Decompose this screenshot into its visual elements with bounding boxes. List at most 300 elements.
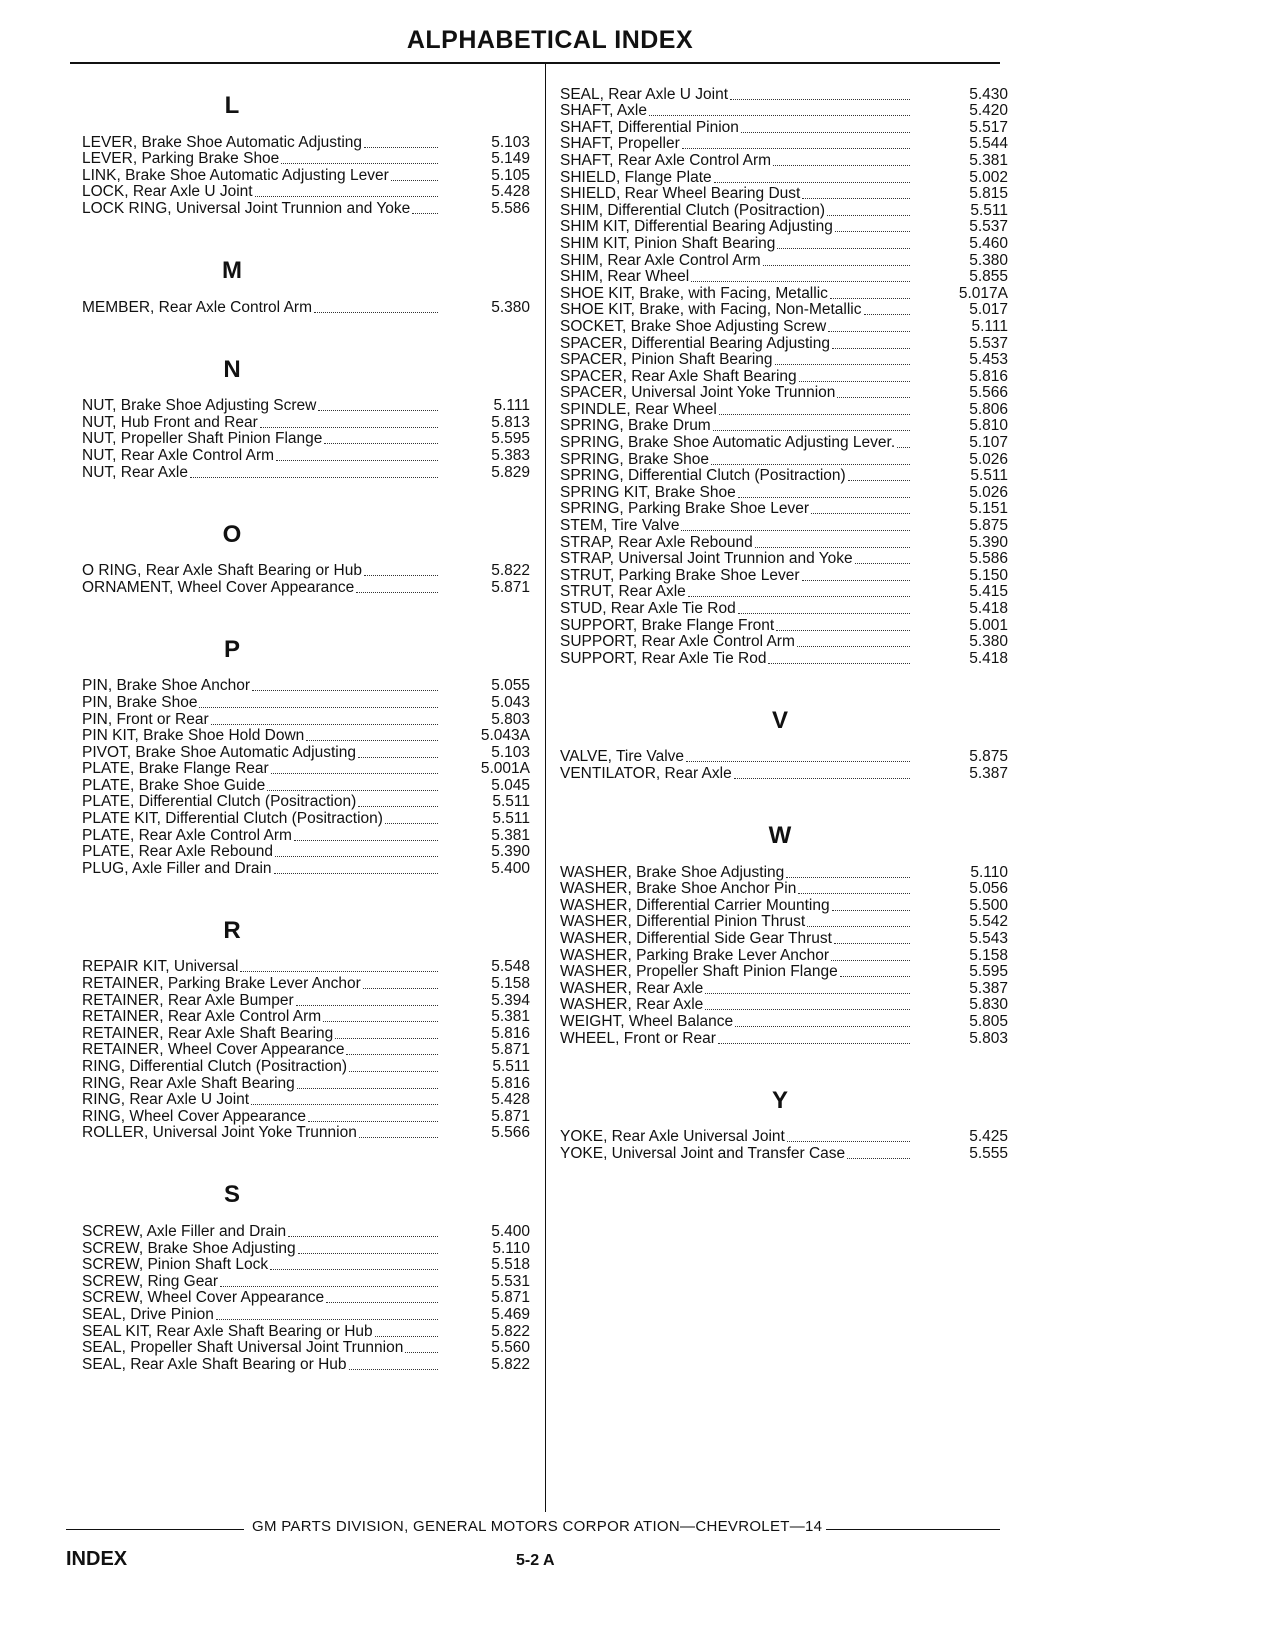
- dot-leader: [308, 1121, 438, 1122]
- entry-code: 5.542: [969, 913, 1008, 931]
- dot-leader: [802, 580, 911, 581]
- dot-leader: [797, 646, 910, 647]
- dot-leader: [787, 1141, 910, 1142]
- entry-name: STRAP, Universal Joint Trunnion and Yoke: [560, 551, 853, 568]
- entry-name: RETAINER, Wheel Cover Appearance: [82, 1042, 345, 1059]
- dot-leader: [335, 1038, 438, 1039]
- dot-leader: [738, 497, 910, 498]
- dot-leader: [864, 314, 911, 315]
- entry-name: SPRING, Brake Shoe: [560, 451, 710, 468]
- index-entry: [560, 468, 1016, 485]
- entry-name: PIN, Brake Shoe Anchor: [82, 678, 251, 695]
- entry-name: SPRING KIT, Brake Shoe: [560, 484, 736, 501]
- entry-name: LINK, Brake Shoe Automatic Adjusting Lever: [82, 167, 389, 184]
- entry-name: SCREW, Brake Shoe Adjusting: [82, 1240, 296, 1257]
- index-entry: [560, 501, 1016, 518]
- dot-leader: [323, 1021, 438, 1022]
- entry-code: 5.150: [969, 566, 1008, 584]
- dot-leader: [271, 773, 438, 774]
- entry-name: RING, Rear Axle Shaft Bearing: [82, 1075, 295, 1092]
- entry-name: WASHER, Differential Pinion Thrust: [560, 914, 806, 931]
- entry-code: 5.381: [969, 151, 1008, 169]
- index-entry: [82, 1306, 538, 1323]
- dot-leader: [827, 215, 910, 216]
- index-entry: [560, 451, 1016, 468]
- entry-code: 5.816: [969, 367, 1008, 385]
- entry-name: SUPPORT, Brake Flange Front: [560, 617, 775, 634]
- entry-code: 5.002: [969, 168, 1008, 186]
- entry-code: 5.544: [969, 135, 1008, 153]
- index-entry: [82, 1323, 538, 1340]
- section-letter: N: [223, 355, 241, 383]
- entry-code: 5.595: [491, 430, 530, 448]
- index-entry: [82, 1108, 538, 1125]
- index-entry: [560, 864, 1016, 881]
- page-title: ALPHABETICAL INDEX: [406, 26, 694, 54]
- index-entry: [560, 930, 1016, 947]
- entry-name: SEAL, Rear Axle U Joint: [560, 86, 728, 103]
- entry-name: WASHER, Parking Brake Lever Anchor: [560, 947, 830, 964]
- entry-name: SEAL, Propeller Shaft Universal Joint Trunnion: [82, 1340, 404, 1357]
- dot-leader: [741, 132, 910, 133]
- index-entry: [560, 567, 1016, 584]
- index-entry: [82, 1025, 538, 1042]
- entry-code: 5.420: [969, 102, 1008, 120]
- entry-code: 5.586: [491, 199, 530, 217]
- entry-name: WHEEL, Front or Rear: [560, 1030, 716, 1047]
- index-entry: [560, 103, 1016, 120]
- entry-code: 5.871: [491, 1041, 530, 1059]
- index-entry: [560, 1013, 1016, 1030]
- index-entry: [560, 484, 1016, 501]
- dot-leader: [274, 873, 438, 874]
- dot-leader: [190, 477, 438, 478]
- index-entry: [560, 401, 1016, 418]
- entry-code: 5.803: [969, 1029, 1008, 1047]
- entry-name: WASHER, Brake Shoe Anchor Pin: [560, 881, 797, 898]
- entry-code: 5.871: [491, 1107, 530, 1125]
- index-entry: [82, 151, 538, 168]
- dot-leader: [276, 460, 438, 461]
- entry-name: SPINDLE, Rear Wheel: [560, 401, 717, 418]
- index-entry: [82, 184, 538, 201]
- entry-code: 5.110: [970, 863, 1008, 881]
- dot-leader: [786, 877, 910, 878]
- dot-leader: [324, 443, 438, 444]
- entry-code: 5.816: [491, 1074, 530, 1092]
- index-entry: [560, 517, 1016, 534]
- dot-leader: [714, 182, 910, 183]
- dot-leader: [775, 364, 910, 365]
- index-entry: [560, 418, 1016, 435]
- dot-leader: [240, 971, 438, 972]
- entry-code: 5.043A: [480, 727, 530, 745]
- index-entry: [82, 678, 538, 695]
- index-entry: [82, 694, 538, 711]
- entry-code: 5.415: [969, 583, 1008, 601]
- index-entry: [560, 964, 1016, 981]
- index-entry: [560, 285, 1016, 302]
- index-entry: [560, 186, 1016, 203]
- index-entry: [560, 86, 1016, 103]
- entry-code: 5.469: [491, 1305, 530, 1323]
- entry-name: SHAFT, Rear Axle Control Arm: [560, 152, 772, 169]
- footer-rule-right: [826, 1529, 1000, 1530]
- footer-publisher: GM PARTS DIVISION, GENERAL MOTORS CORPOR ATION—CHEVROLET—14: [252, 1518, 823, 1535]
- index-entry: [82, 1075, 538, 1092]
- entry-code: 5.822: [491, 1322, 530, 1340]
- entry-code: 5.815: [969, 185, 1008, 203]
- section-letter: L: [224, 92, 240, 119]
- entry-name: WASHER, Brake Shoe Adjusting: [560, 864, 785, 881]
- section-letter: M: [222, 256, 242, 284]
- entry-name: PLATE KIT, Differential Clutch (Positraction): [82, 811, 383, 828]
- entry-name: SHIELD, Rear Wheel Bearing Dust: [560, 186, 801, 203]
- entry-name: SUPPORT, Rear Axle Control Arm: [560, 634, 795, 651]
- index-entry: [82, 431, 538, 448]
- entry-name: STRUT, Rear Axle: [560, 584, 686, 601]
- dot-leader: [832, 348, 910, 349]
- entry-name: RETAINER, Parking Brake Lever Anchor: [82, 976, 361, 993]
- dot-leader: [267, 790, 438, 791]
- entry-name: VENTILATOR, Rear Axle: [560, 765, 732, 782]
- entry-code: 5.107: [969, 434, 1008, 452]
- entry-code: 5.511: [492, 1058, 530, 1075]
- entry-name: STUD, Rear Axle Tie Rod: [560, 601, 736, 617]
- entry-name: YOKE, Rear Axle Universal Joint: [560, 1129, 785, 1146]
- entry-name: PLATE, Rear Axle Rebound: [82, 844, 273, 861]
- entry-name: SHIM KIT, Pinion Shaft Bearing: [560, 235, 776, 252]
- entry-name: SPACER, Universal Joint Yoke Trunnion: [560, 385, 836, 402]
- entry-name: SHIELD, Flange Plate: [560, 169, 712, 186]
- index-entry: [560, 634, 1016, 651]
- entry-name: SPRING, Parking Brake Shoe Lever: [560, 501, 809, 518]
- entry-code: 5.453: [969, 351, 1008, 369]
- entry-code: 5.518: [491, 1256, 530, 1274]
- entry-name: SHIM, Rear Axle Control Arm: [560, 252, 761, 269]
- dot-leader: [713, 430, 910, 431]
- index-entry: [82, 1257, 538, 1274]
- entry-code: 5.517: [969, 118, 1008, 136]
- entry-name: SHIM, Differential Clutch (Positraction): [560, 202, 826, 219]
- entry-name: RETAINER, Rear Axle Shaft Bearing: [82, 1025, 334, 1042]
- page-number: 5-2 A: [516, 1552, 555, 1569]
- index-entry: [560, 368, 1016, 385]
- entry-code: 5.566: [969, 384, 1008, 402]
- entry-code: 5.001: [969, 616, 1008, 634]
- entry-name: WASHER, Rear Axle: [560, 997, 704, 1014]
- entry-name: SHAFT, Differential Pinion: [560, 119, 739, 136]
- index-entry: [560, 617, 1016, 634]
- index-entry: [560, 1129, 1016, 1146]
- entry-code: 5.430: [969, 85, 1008, 103]
- index-entry: [560, 980, 1016, 997]
- section-letter: P: [223, 635, 240, 663]
- entry-code: 5.830: [969, 996, 1008, 1014]
- entry-name: LEVER, Parking Brake Shoe: [82, 151, 280, 168]
- dot-leader: [391, 180, 438, 181]
- dot-leader: [837, 397, 910, 398]
- entry-code: 5.390: [969, 533, 1008, 551]
- index-entry: [82, 134, 538, 151]
- index-entry: [560, 765, 1016, 782]
- section-letter: W: [768, 821, 792, 849]
- dot-leader: [798, 893, 910, 894]
- dot-leader: [260, 427, 438, 428]
- section-letter: V: [771, 706, 788, 734]
- dot-leader: [799, 381, 910, 382]
- dot-leader: [363, 988, 438, 989]
- entry-name: SHOE KIT, Brake, with Facing, Metallic: [560, 285, 828, 302]
- section-letter: O: [222, 520, 242, 548]
- entry-name: LOCK RING, Universal Joint Trunnion and Yoke: [82, 200, 411, 217]
- index-entry: [560, 997, 1016, 1014]
- dot-leader: [288, 1236, 438, 1237]
- entry-list: [82, 299, 538, 316]
- dot-leader: [349, 1369, 438, 1370]
- index-entry: [82, 1092, 538, 1109]
- dot-leader: [830, 298, 910, 299]
- dot-leader: [349, 1071, 438, 1072]
- dot-leader: [358, 806, 438, 807]
- entry-name: WASHER, Rear Axle: [560, 980, 704, 997]
- index-entry: [560, 947, 1016, 964]
- entry-name: NUT, Brake Shoe Adjusting Screw: [82, 398, 317, 415]
- dot-leader: [281, 163, 438, 164]
- index-entry: [560, 600, 1016, 617]
- dot-leader: [705, 993, 910, 994]
- index-entry: [560, 534, 1016, 551]
- entry-name: PLUG, Axle Filler and Drain: [82, 860, 272, 877]
- dot-leader: [252, 690, 438, 691]
- entry-code: 5.560: [491, 1339, 530, 1357]
- entry-list: [82, 134, 538, 217]
- left-column: [82, 78, 538, 1399]
- dot-leader: [358, 757, 438, 758]
- dot-leader: [777, 248, 910, 249]
- dot-leader: [855, 563, 910, 564]
- entry-code: 5.425: [969, 1128, 1008, 1146]
- index-entry: [560, 202, 1016, 219]
- entry-name: PIN, Front or Rear: [82, 711, 209, 728]
- entry-code: 5.001A: [480, 760, 530, 778]
- index-entry: [82, 761, 538, 778]
- right-column: [560, 78, 1016, 1188]
- entry-name: MEMBER, Rear Axle Control Arm: [82, 299, 312, 316]
- entry-code: 5.543: [969, 929, 1008, 947]
- entry-code: 5.875: [969, 748, 1008, 766]
- dot-leader: [705, 1009, 910, 1010]
- entry-code: 5.151: [969, 500, 1008, 518]
- entry-name: REPAIR KIT, Universal: [82, 959, 239, 976]
- entry-name: SCREW, Axle Filler and Drain: [82, 1223, 287, 1240]
- index-entry: [82, 744, 538, 761]
- entry-code: 5.158: [969, 946, 1008, 964]
- entry-code: 5.017A: [958, 284, 1008, 302]
- entry-code: 5.105: [491, 166, 530, 184]
- entry-code: 5.855: [969, 268, 1008, 286]
- index-entry: [560, 235, 1016, 252]
- index-entry: [560, 352, 1016, 369]
- dot-leader: [802, 198, 910, 199]
- index-entry: [82, 975, 538, 992]
- entry-name: YOKE, Universal Joint and Transfer Case: [560, 1145, 846, 1162]
- entry-name: SHOE KIT, Brake, with Facing, Non-Metallic: [560, 302, 862, 319]
- entry-name: RETAINER, Rear Axle Bumper: [82, 992, 294, 1009]
- index-entry: [560, 749, 1016, 766]
- entry-code: 5.803: [491, 710, 530, 728]
- entry-name: SHIM, Rear Wheel: [560, 269, 690, 286]
- entry-name: SCREW, Pinion Shaft Lock: [82, 1257, 269, 1274]
- entry-code: 5.400: [491, 1222, 530, 1240]
- entry-code: 5.400: [491, 859, 530, 877]
- entry-name: SPRING, Differential Clutch (Positraction): [560, 468, 846, 485]
- entry-list: [82, 1223, 538, 1372]
- index-entry: [560, 318, 1016, 335]
- entry-name: SOCKET, Brake Shoe Adjusting Screw: [560, 318, 827, 335]
- dot-leader: [405, 1352, 438, 1353]
- index-entry: [82, 777, 538, 794]
- entry-name: SEAL, Rear Axle Shaft Bearing or Hub: [82, 1356, 347, 1373]
- entry-name: SHAFT, Axle: [560, 103, 647, 120]
- entry-code: 5.460: [969, 234, 1008, 252]
- index-entry: [82, 167, 538, 184]
- index-entry: [560, 169, 1016, 186]
- index-entry: [560, 1030, 1016, 1047]
- dot-leader: [318, 410, 438, 411]
- dot-leader: [682, 148, 910, 149]
- index-entry: [82, 1125, 538, 1142]
- index-entry: [560, 584, 1016, 601]
- index-entry: [82, 579, 538, 596]
- entry-name: SUPPORT, Rear Axle Tie Rod: [560, 650, 767, 667]
- entry-code: 5.810: [969, 417, 1008, 435]
- entry-code: 5.103: [491, 743, 530, 761]
- dot-leader: [735, 1026, 910, 1027]
- dot-leader: [718, 1043, 910, 1044]
- entry-name: WASHER, Differential Side Gear Thrust: [560, 930, 832, 947]
- entry-code: 5.813: [491, 413, 530, 431]
- entry-name: PIN, Brake Shoe: [82, 694, 198, 711]
- entry-name: RING, Rear Axle U Joint: [82, 1092, 250, 1109]
- dot-leader: [734, 778, 910, 779]
- dot-leader: [840, 976, 910, 977]
- dot-leader: [738, 613, 910, 614]
- column-divider: [545, 64, 546, 1512]
- entry-name: NUT, Rear Axle Control Arm: [82, 447, 275, 464]
- entry-name: RING, Differential Clutch (Positraction): [82, 1059, 348, 1075]
- index-entry: [82, 959, 538, 976]
- entry-code: 5.045: [491, 776, 530, 794]
- dot-leader: [359, 1137, 438, 1138]
- section-letter: R: [223, 916, 241, 944]
- entry-name: STRUT, Parking Brake Shoe Lever: [560, 567, 800, 584]
- entry-code: 5.548: [491, 958, 530, 976]
- dot-leader: [298, 1253, 438, 1254]
- entry-code: 5.418: [969, 600, 1008, 617]
- entry-code: 5.158: [491, 975, 530, 993]
- dot-leader: [314, 312, 438, 313]
- entry-name: STEM, Tire Valve: [560, 518, 680, 535]
- dot-leader: [681, 530, 910, 531]
- dot-leader: [831, 960, 910, 961]
- dot-leader: [275, 856, 438, 857]
- entry-list: [560, 864, 1016, 1047]
- entry-list: [82, 563, 538, 596]
- entry-code: 5.380: [491, 298, 530, 316]
- entry-code: 5.806: [969, 400, 1008, 418]
- entry-code: 5.017: [969, 301, 1008, 319]
- entry-code: 5.500: [969, 896, 1008, 914]
- dot-leader: [306, 740, 438, 741]
- entry-name: PIN KIT, Brake Shoe Hold Down: [82, 728, 305, 745]
- entry-code: 5.380: [969, 633, 1008, 651]
- dot-leader: [199, 707, 438, 708]
- dot-leader: [686, 761, 910, 762]
- dot-leader: [755, 547, 910, 548]
- entry-code: 5.829: [491, 463, 530, 481]
- index-entry: [560, 252, 1016, 269]
- dot-leader: [297, 1088, 438, 1089]
- entry-code: 5.390: [491, 843, 530, 861]
- dot-leader: [776, 630, 910, 631]
- dot-leader: [847, 1158, 910, 1159]
- entry-name: STRAP, Rear Axle Rebound: [560, 534, 753, 551]
- index-entry: [560, 551, 1016, 568]
- dot-leader: [412, 213, 438, 214]
- entry-code: 5.566: [491, 1124, 530, 1142]
- dot-leader: [296, 1005, 438, 1006]
- entry-code: 5.511: [492, 810, 530, 828]
- dot-leader: [691, 281, 910, 282]
- index-entry: [560, 335, 1016, 352]
- index-entry: [560, 119, 1016, 136]
- entry-name: SPACER, Differential Bearing Adjusting: [560, 335, 830, 352]
- entry-code: 5.875: [969, 517, 1008, 535]
- entry-code: 5.383: [491, 446, 530, 464]
- dot-leader: [763, 265, 910, 266]
- index-entry: [82, 794, 538, 811]
- entry-code: 5.387: [969, 764, 1008, 782]
- entry-code: 5.586: [969, 550, 1008, 568]
- index-entry: [560, 136, 1016, 153]
- dot-leader: [719, 414, 910, 415]
- dot-leader: [385, 823, 438, 824]
- entry-name: PLATE, Differential Clutch (Positraction): [82, 794, 357, 811]
- dot-leader: [270, 1269, 438, 1270]
- entry-code: 5.537: [969, 334, 1008, 352]
- entry-list: [560, 86, 1016, 667]
- entry-code: 5.026: [969, 483, 1008, 501]
- entry-code: 5.110: [492, 1239, 530, 1257]
- index-entry: [560, 219, 1016, 236]
- index-entry: [560, 269, 1016, 286]
- index-entry: [82, 1223, 538, 1240]
- index-entry: [82, 563, 538, 580]
- entry-name: VALVE, Tire Valve: [560, 749, 685, 766]
- entry-code: 5.871: [491, 578, 530, 596]
- entry-name: LOCK, Rear Axle U Joint: [82, 184, 253, 201]
- section-letter: Y: [771, 1086, 788, 1114]
- index-entry: [82, 1009, 538, 1026]
- entry-name: SCREW, Ring Gear: [82, 1273, 219, 1290]
- entry-name: NUT, Hub Front and Rear: [82, 414, 258, 431]
- entry-code: 5.871: [491, 1289, 530, 1307]
- dot-leader: [364, 575, 438, 576]
- entry-code: 5.595: [969, 963, 1008, 981]
- entry-name: NUT, Propeller Shaft Pinion Flange: [82, 431, 323, 448]
- index-entry: [82, 1356, 538, 1373]
